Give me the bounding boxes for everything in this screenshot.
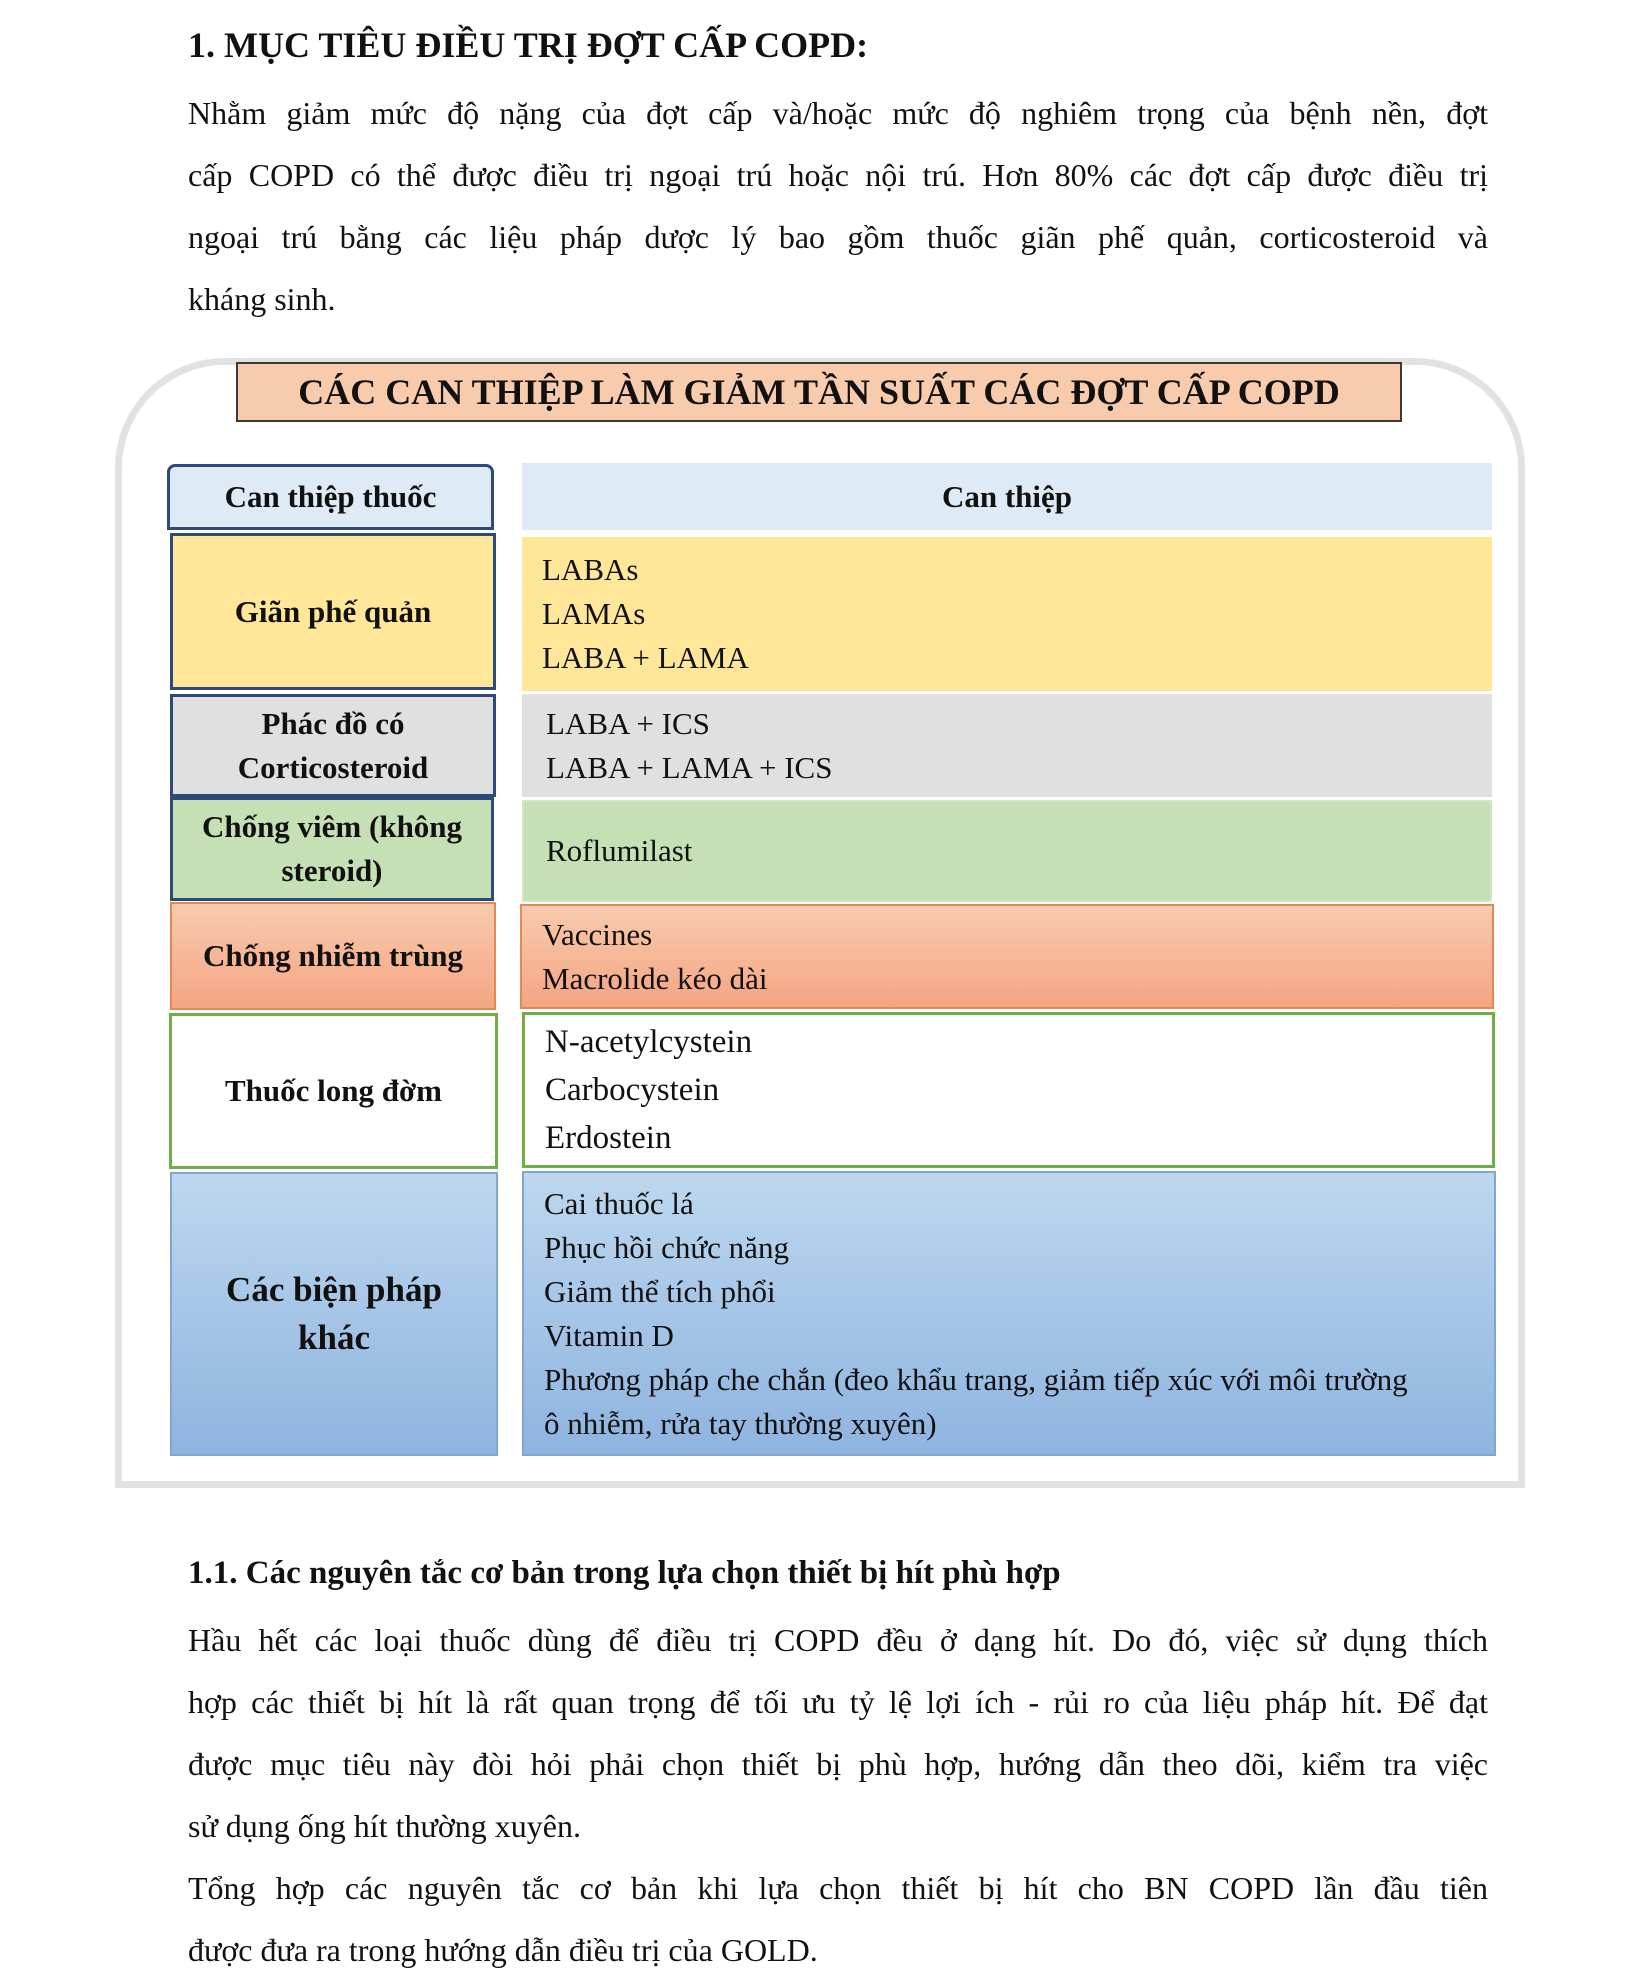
text-line: kháng sinh. <box>188 281 336 317</box>
column-header-drug: Can thiệp thuốc <box>167 464 494 530</box>
text-line: ngoại trú bằng các liệu pháp dược lý bao gồm thuốc giãn phế quản, corticosteroid và <box>188 219 1488 255</box>
list-item: LABA + LAMA <box>542 640 749 675</box>
list-item: ô nhiễm, rửa tay thường xuyên) <box>544 1405 937 1441</box>
text-line: sử dụng ống hít thường xuyên. <box>188 1808 581 1844</box>
list-item: Giảm thể tích phổi <box>544 1273 776 1309</box>
paragraph-gold <box>188 1857 1488 1981</box>
diagram-frame-bottom <box>115 1481 1525 1488</box>
text-line: hợp các thiết bị hít là rất quan trọng để tối ưu tỷ lệ lợi ích - rủi ro của liệu pháp hít. Để đạt <box>188 1684 1488 1720</box>
diagram-title: CÁC CAN THIỆP LÀM GIẢM TẦN SUẤT CÁC ĐỢT CẤP COPD <box>236 362 1402 422</box>
list-item: LABAs <box>542 552 639 587</box>
row-items-mucolytic <box>522 1012 1495 1168</box>
row-items-bronchodilator <box>522 537 1492 691</box>
list-item: LABA + ICS <box>546 705 710 741</box>
list-item: N-acetylcystein <box>545 1024 753 1060</box>
list-item: Macrolide kéo dài <box>542 960 768 996</box>
subsection-heading: 1.1. Các nguyên tắc cơ bản trong lựa chọn thiết bị hít phù hợp <box>188 1555 1061 1591</box>
list-item: Roflumilast <box>546 833 693 868</box>
text-line: cấp COPD có thể được điều trị ngoại trú hoặc nội trú. Hơn 80% các đợt cấp được điều trị <box>188 157 1488 193</box>
row-label-other: Các biện pháp khác <box>170 1172 498 1456</box>
row-label-bronchodilator: Giãn phế quản <box>170 533 496 690</box>
text-line: Nhằm giảm mức độ nặng của đợt cấp và/hoặc mức độ nghiêm trọng của bệnh nền, đợt <box>188 95 1488 131</box>
list-item: LAMAs <box>542 596 646 631</box>
list-item: Vaccines <box>542 916 653 952</box>
list-item: Cai thuốc lá <box>544 1185 694 1221</box>
row-label-corticosteroid: Phác đồ có Corticosteroid <box>170 694 496 797</box>
text-line: Hầu hết các loại thuốc dùng để điều trị COPD đều ở dạng hít. Do đó, việc sử dụng thích <box>188 1622 1488 1658</box>
row-items-anti-infection <box>520 904 1494 1009</box>
text-line: Tổng hợp các nguyên tắc cơ bản khi lựa chọn thiết bị hít cho BN COPD lần đầu tiên <box>188 1870 1488 1906</box>
row-items-anti-inflammatory <box>522 800 1492 902</box>
row-label-mucolytic: Thuốc long đờm <box>169 1013 498 1169</box>
list-item: Carbocystein <box>545 1072 720 1108</box>
list-item: Erdostein <box>545 1120 672 1156</box>
paragraph-inhaler <box>188 1609 1488 1857</box>
list-item: Phương pháp che chắn (đeo khẩu trang, giảm tiếp xúc với môi trường <box>544 1361 1408 1397</box>
intro-paragraph <box>188 82 1488 330</box>
row-items-other <box>522 1171 1496 1456</box>
list-item: LABA + LAMA + ICS <box>546 749 833 785</box>
row-label-anti-infection: Chống nhiễm trùng <box>170 902 496 1010</box>
section-heading: 1. MỤC TIÊU ĐIỀU TRỊ ĐỢT CẤP COPD: <box>188 25 869 65</box>
row-label-anti-inflammatory: Chống viêm (không steroid) <box>170 797 494 901</box>
list-item: Vitamin D <box>544 1317 674 1353</box>
row-items-corticosteroid <box>522 694 1492 797</box>
list-item: Phục hồi chức năng <box>544 1229 789 1265</box>
text-line: được đưa ra trong hướng dẫn điều trị của GOLD. <box>188 1932 818 1968</box>
text-line: được mục tiêu này đòi hỏi phải chọn thiết bị phù hợp, hướng dẫn theo dõi, kiểm tra việc <box>188 1746 1488 1782</box>
column-header-intervention: Can thiệp <box>522 463 1492 530</box>
